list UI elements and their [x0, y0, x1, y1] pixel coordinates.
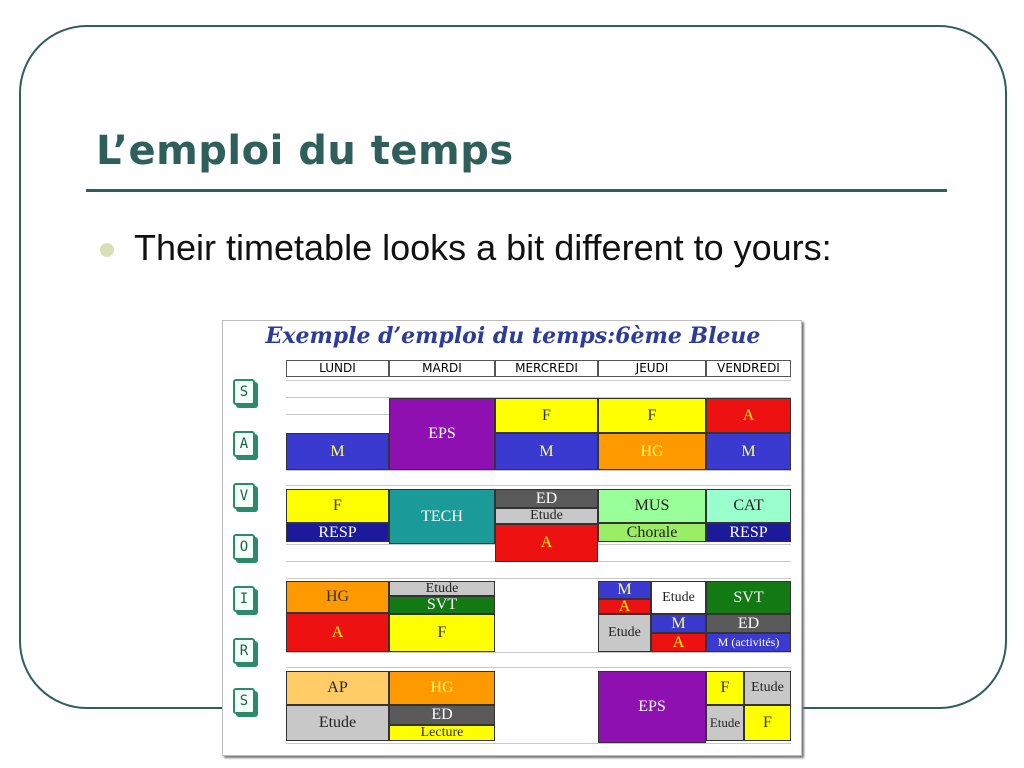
cell-jeudi-f: F	[598, 398, 706, 433]
cell-jeudi-mus: MUS	[598, 489, 706, 523]
key-letter-icon: O	[233, 534, 259, 564]
cell-vendredi-a: A	[706, 398, 791, 433]
cell-vendredi-m-activites: M (activités)	[706, 633, 791, 652]
cell-lundi-f: F	[286, 489, 389, 523]
day-header-mercredi: MERCREDI	[495, 360, 598, 377]
grid-line	[286, 578, 791, 579]
day-header-lundi: LUNDI	[286, 360, 389, 377]
title-divider	[86, 189, 947, 192]
cell-lundi-a: A	[286, 613, 389, 652]
cell-jeudi-eps: EPS	[598, 671, 706, 743]
timetable-title: Exemple d’emploi du temps:6ème Bleue	[265, 323, 761, 349]
key-letter-icon: A	[233, 431, 259, 461]
key-letter-icon: S	[233, 379, 259, 409]
cell-mardi-lecture: Lecture	[389, 725, 495, 741]
cell-mercredi-etude: Etude	[495, 508, 598, 524]
cell-jeudi-a2: A	[651, 633, 706, 652]
cell-vendredi-m: M	[706, 433, 791, 470]
cell-vendredi-etude1: Etude	[744, 671, 791, 705]
grid-line	[286, 652, 791, 653]
cell-jeudi-chorale: Chorale	[598, 523, 706, 542]
cell-jeudi-hg: HG	[598, 433, 706, 470]
cell-lundi-ap: AP	[286, 671, 389, 705]
cell-mardi-eps: EPS	[389, 398, 495, 470]
cell-lundi-resp: RESP	[286, 523, 389, 542]
bullet-icon	[100, 243, 114, 257]
day-header-vendredi: VENDREDI	[706, 360, 791, 377]
cell-mardi-f: F	[389, 614, 495, 652]
bullet-text: Their timetable looks a bit different to yours:	[134, 227, 832, 268]
day-header-mardi: MARDI	[389, 360, 495, 377]
cell-mardi-svt: SVT	[389, 596, 495, 614]
cell-lundi-etude: Etude	[286, 705, 389, 741]
cell-mardi-tech: TECH	[389, 489, 495, 544]
grid-line	[286, 743, 791, 744]
cell-mardi-ed: ED	[389, 705, 495, 725]
cell-vendredi-etude2: Etude	[706, 705, 744, 741]
cell-mardi-etude: Etude	[389, 581, 495, 596]
cell-vendredi-ed: ED	[706, 614, 791, 633]
grid-line	[286, 485, 791, 486]
cell-mardi-hg: HG	[389, 671, 495, 705]
cell-mercredi-a: A	[495, 524, 598, 562]
cell-lundi-m: M	[286, 433, 389, 470]
key-letter-icon: S	[233, 688, 259, 718]
cell-jeudi-a1: A	[598, 599, 651, 614]
day-header-jeudi: JEUDI	[598, 360, 706, 377]
cell-jeudi-m1: M	[598, 581, 651, 599]
cell-vendredi-f2: F	[744, 705, 791, 741]
cell-vendredi-f1: F	[706, 671, 744, 705]
slide-title: L’emploi du temps	[96, 128, 514, 174]
cell-jeudi-m2: M	[651, 614, 706, 633]
grid-line	[286, 380, 791, 381]
grid-line	[286, 667, 791, 668]
grid-line	[286, 470, 791, 471]
cell-jeudi-etude2: Etude	[598, 614, 651, 652]
cell-mercredi-ed: ED	[495, 489, 598, 508]
cell-vendredi-cat: CAT	[706, 489, 791, 523]
cell-jeudi-etude1: Etude	[651, 581, 706, 614]
cell-vendredi-svt: SVT	[706, 581, 791, 614]
cell-vendredi-resp: RESP	[706, 523, 791, 542]
timetable-image	[222, 320, 802, 756]
key-letter-icon: R	[233, 638, 259, 668]
key-letter-icon: I	[233, 586, 259, 616]
cell-mercredi-m: M	[495, 433, 598, 470]
cell-lundi-hg: HG	[286, 581, 389, 613]
cell-mercredi-f: F	[495, 398, 598, 433]
key-letter-icon: V	[233, 483, 259, 513]
